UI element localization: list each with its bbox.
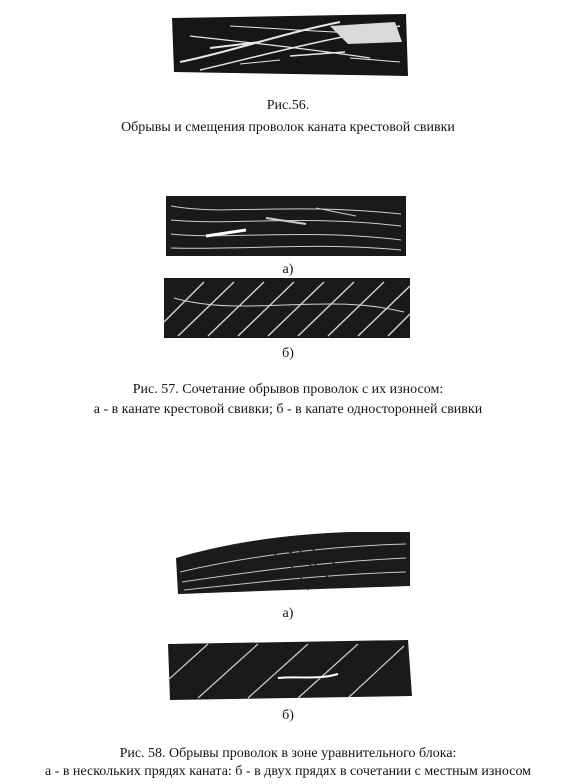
fig58-caption-line1: Рис. 58. Обрывы проволок в зоне уравнительного блока: [119, 746, 457, 761]
fig56-number: Рис.56. [266, 98, 310, 113]
fig57-label-a: а) [282, 262, 294, 277]
fig57a-rope-image [166, 196, 406, 258]
fig58-caption-line2: а - в нескольких прядях каната: б - в двух прядях в сочетании с местным износом [44, 764, 532, 779]
fig58-label-a: а) [282, 606, 294, 621]
fig58a-rope-image [170, 528, 414, 602]
fig56-caption: Обрывы и смещения проволок каната крестовой свивки [121, 120, 455, 135]
fig57-caption-line1: Рис. 57. Сочетание обрывов проволок с их износом: [132, 382, 444, 397]
fig56-rope-image [170, 12, 410, 78]
fig58-label-b: б) [282, 708, 294, 723]
fig58b-rope-image [168, 640, 412, 700]
fig57b-rope-image [164, 278, 410, 340]
fig57-label-b: б) [282, 346, 294, 361]
fig57-caption-line2: а - в канате крестовой свивки; б - в капате односторонней свивки [93, 402, 483, 417]
